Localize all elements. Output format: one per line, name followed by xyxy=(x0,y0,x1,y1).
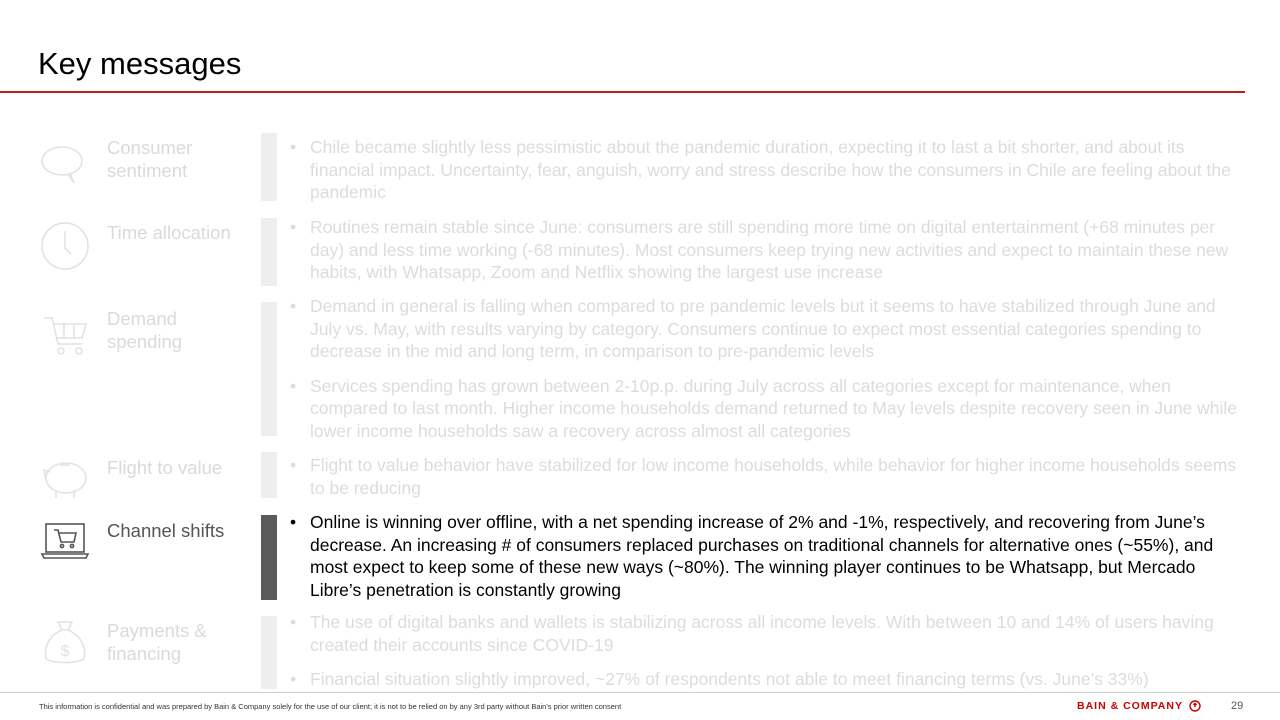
bullet-list xyxy=(290,511,1242,613)
bullet-list xyxy=(290,216,1242,296)
brand-logo xyxy=(1077,700,1201,712)
section-label: Flight to value xyxy=(107,457,223,478)
bullet-item: • Demand in general is falling when compared to pre pandemic levels but it seems to have stabilized through June and July vs. May, with results varying by category. Consumers continue to expect most essential categories spending to decrease in the mid and long term, in comparison to pre-pandemic levels xyxy=(290,295,1242,363)
bullet-item: • Online is winning over offline, with a net spending increase of 2% and -1%, respectively, and recovering from June’s decrease. An increasing # of consumers replaced purchases on traditional channels for alternative ones (~55%), and most expect to keep some of these new ways (~80%). The winning player continues to be Whatsapp, but Mercado Libre’s penetration is constantly growing xyxy=(290,511,1242,601)
section-label: Time allocation xyxy=(107,222,231,243)
shopping-cart-icon xyxy=(40,310,90,360)
speech-bubble-icon xyxy=(40,139,90,189)
section-bar xyxy=(261,302,277,436)
section-bar xyxy=(261,616,277,689)
bullet-item: • Flight to value behavior have stabilized for low income households, while behavior for higher income households seems to be reducing xyxy=(290,454,1242,499)
footer-divider xyxy=(0,692,1280,693)
bullet-list xyxy=(290,295,1242,454)
bullet-item: • Financial situation slightly improved, ~27% of respondents not able to meet financing terms (vs. June’s 33%) xyxy=(290,668,1242,691)
page-title: Key messages xyxy=(38,46,242,81)
bullet-item: • Chile became slightly less pessimistic about the pandemic duration, expecting it to last a bit shorter, and about its financial impact. Uncertainty, fear, anguish, worry and stress describe how the consumers in Chile are feeling about the pandemic xyxy=(290,136,1242,204)
bullet-list xyxy=(290,454,1242,511)
piggy-bank-icon xyxy=(40,454,90,504)
page-number: 29 xyxy=(1231,700,1244,712)
money-bag-icon xyxy=(40,618,90,668)
brand-name: BAIN & COMPANY xyxy=(1077,700,1183,712)
title-divider xyxy=(0,91,1245,93)
section-bar xyxy=(261,218,277,286)
section-label: Consumer sentiment xyxy=(107,137,193,181)
bullet-item: • The use of digital banks and wallets is stabilizing across all income levels. With between 10 and 14% of users having created their accounts since COVID-19 xyxy=(290,611,1242,656)
confidentiality-note: This information is confidential and was prepared by Bain & Company solely for the use of our client; it is not to be relied on by any 3rd party without Bain's prior written consent xyxy=(39,702,622,711)
section-bar xyxy=(261,133,277,201)
bullet-list xyxy=(290,136,1242,216)
brand-mark-icon xyxy=(1189,700,1201,712)
bullet-item: • Routines remain stable since June: consumers are still spending more time on digital entertainment (+68 minutes per day) and less time working (-68 minutes). Most consumers keep trying new activities and expect to maintain these new habits, with Whatsapp, Zoom and Netflix showing the largest use increase xyxy=(290,216,1242,284)
section-bar xyxy=(261,452,277,498)
section-bar xyxy=(261,515,277,600)
bullet-item: • Services spending has grown between 2-10p.p. during July across all categories except for maintenance, when compared to last month. Higher income households demand returned to May levels despite recovery seen in June while lower income households saw a recovery across almost all categories xyxy=(290,375,1242,443)
svg-text:$: $ xyxy=(60,643,70,660)
laptop-cart-icon xyxy=(40,518,90,568)
section-label: Payments & financing xyxy=(107,620,207,664)
clock-icon xyxy=(40,221,90,271)
bullet-list xyxy=(290,611,1242,703)
section-label: Channel shifts xyxy=(107,520,225,541)
section-label: Demand spending xyxy=(107,308,183,352)
